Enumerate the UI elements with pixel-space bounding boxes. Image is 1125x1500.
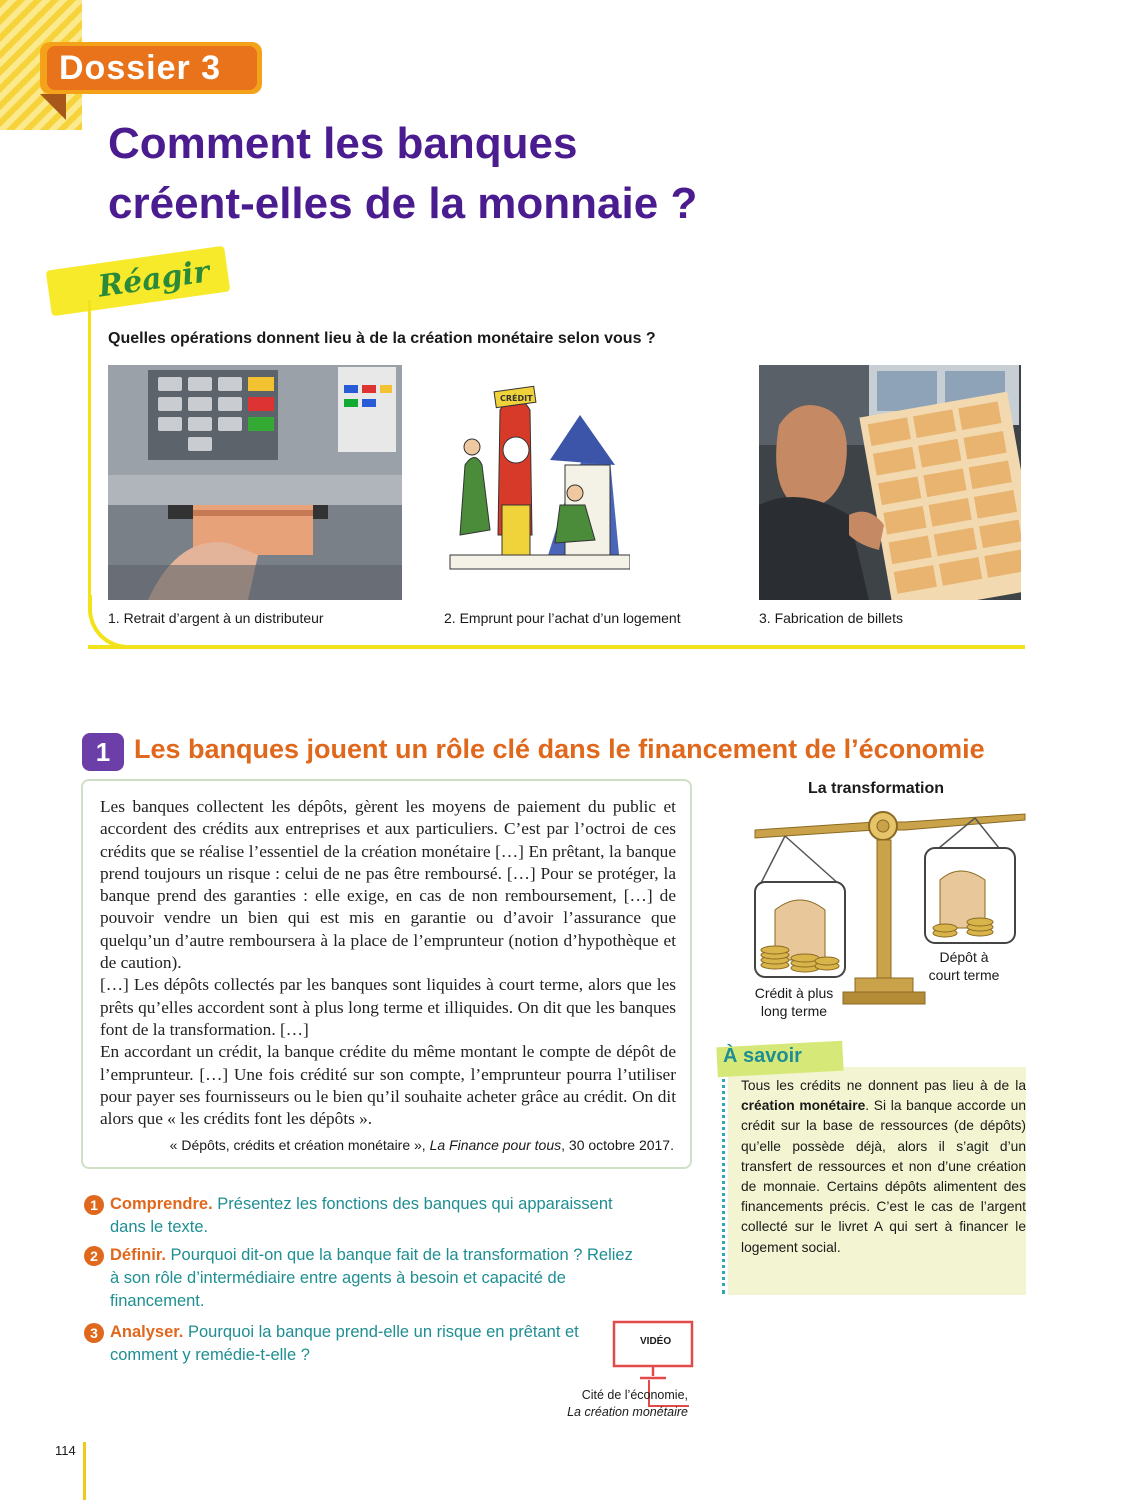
dossier-tag: Dossier 3: [47, 46, 257, 90]
a-savoir-title: À savoir: [723, 1045, 802, 1067]
cartoon-credit: [420, 365, 630, 600]
document-text: [100, 796, 676, 1130]
video-caption[interactable]: Cité de l’économie, La création monétaire: [567, 1388, 688, 1419]
cartoon-sign: CRÉDIT: [500, 394, 533, 403]
section-title: Les banques jouent un rôle clé dans le financement de l’économie: [134, 734, 985, 764]
dossier-tag-fold: [40, 94, 66, 120]
page-bar: [83, 1442, 86, 1500]
photo-atm: [108, 365, 402, 600]
question-number: 3: [84, 1323, 104, 1343]
a-savoir-dotted-border: [722, 1072, 728, 1294]
document-source: « Dépôts, crédits et création monétaire », La Finance pour tous, 30 octobre 2017.: [169, 1137, 674, 1153]
reagir-question: Quelles opérations donnent lieu à de la création monétaire selon vous ?: [108, 330, 656, 347]
question-3: 3 Analyser. Pourquoi la banque prend-elle un risque en prêtant et comment y remédie-t-elle ?: [84, 1321, 604, 1367]
question-1: 1 Comprendre. Présentez les fonctions des banques qui apparaissent dans le texte.: [84, 1193, 644, 1239]
caption-1: 1. Retrait d’argent à un distributeur: [108, 610, 324, 626]
page-number: 114: [55, 1443, 76, 1458]
label-credit-long-terme: Crédit à plus long terme: [754, 985, 834, 1019]
video-label[interactable]: VIDÉO: [640, 1336, 672, 1347]
label-depot-court-terme: Dépôt à court terme: [928, 949, 1000, 983]
question-number: 1: [84, 1195, 104, 1215]
diagram-title: La transformation: [808, 780, 945, 797]
video-monitor-icon[interactable]: [612, 1320, 694, 1382]
caption-2: 2. Emprunt pour l’achat d’un logement: [444, 610, 681, 626]
question-2: 2 Définir. Pourquoi dit-on que la banque fait de la transformation ? Reliez à son rôle d’intermédiaire entre agents à besoin et capacité de financement.: [84, 1244, 644, 1313]
reagir-border-bottom: [88, 645, 1025, 649]
reagir-border-left: [88, 300, 91, 610]
section-number: 1: [82, 733, 124, 771]
question-number: 2: [84, 1246, 104, 1266]
reagir-label: Réagir: [96, 254, 212, 305]
paragraph: […] Les dépôts collectés par les banques sont liquides à court terme, alors que les prêts qu’elles accordent sont à plus long terme et illiquides. On dit que les banques font de la transformation. […]: [100, 975, 676, 1039]
paragraph: En accordant un crédit, la banque crédite du même montant le compte de dépôt de l’emprunteur. […] Une fois crédité sur son compte, l’emprunteur pourra l’utiliser pour payer ses fournisseurs ou le bien qu’il souhaite acheter grâce au crédit. On dit alors que « les crédits font les dépôts ».: [100, 1042, 676, 1129]
photo-banknotes: [759, 365, 1021, 600]
paragraph: Les banques collectent les dépôts, gèrent les moyens de paiement du public et accordent des crédits aux entreprises et aux particuliers. C’est par l’octroi de ces crédits que se réalise l’essentiel de la création monétaire […] En prêtant, la banque prend toujours un risque : celui de ne pas être remboursé. […] Pour se protéger, la banque prend des garanties : elle exige, en cas de non remboursement, […] de pouvoir vendre un bien qui est mis en garantie ou d’avoir l’assurance que quelqu’un d’autre remboursera à la place de l’emprunteur (notion d’hypothèque et de caution).: [100, 797, 676, 973]
a-savoir-text: Tous les crédits ne donnent pas lieu à de la création monétaire. Si la banque accorde un crédit sur la base de ressources (de dépôts) qu’elle possède déjà, alors il s’agit d’un transfert de ressources et non d’une création de monnaie. Certains dépôts alimentent des financements précis. C’est le cas de l’argent collecté sur le livret A qui sert à financer le logement social.: [741, 1078, 1026, 1255]
page-title: Comment les banques créent-elles de la monnaie ?: [108, 119, 698, 228]
caption-3: 3. Fabrication de billets: [759, 610, 903, 626]
